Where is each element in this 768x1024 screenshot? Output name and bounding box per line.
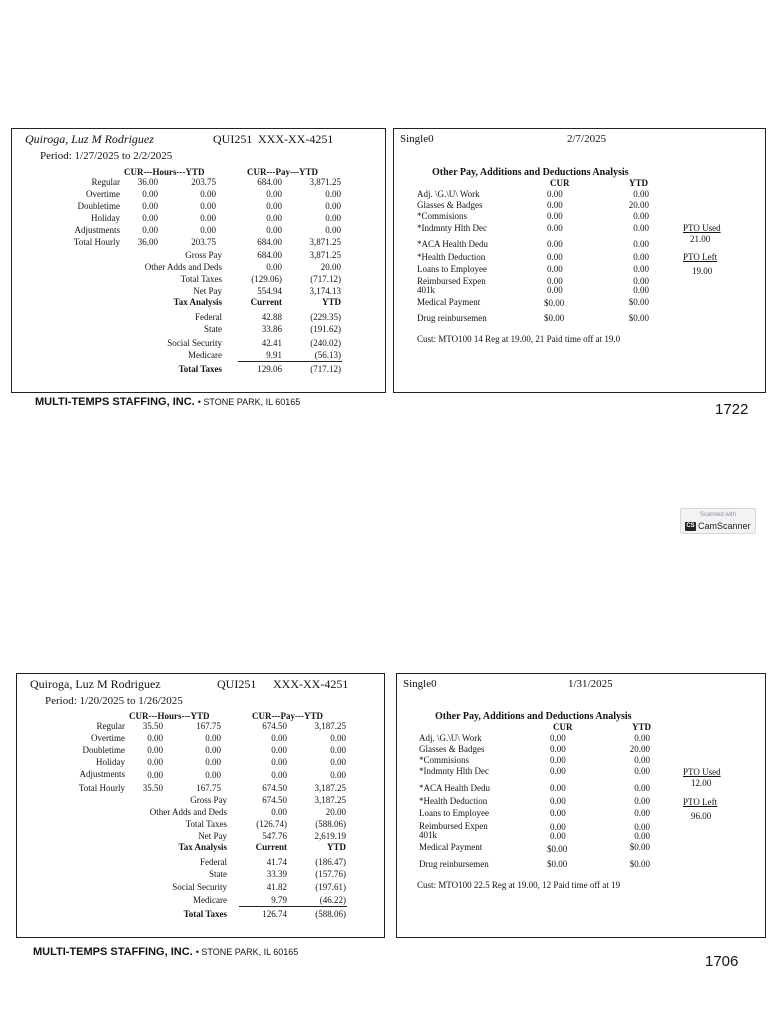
other-cur: 0.00 [547, 285, 563, 295]
tax-ytd: (46.22) [319, 895, 346, 905]
earnings-label: Total Hourly [73, 237, 120, 247]
other-ytd: 0.00 [634, 783, 650, 793]
other-label: 401k [417, 285, 435, 295]
ytd-hours: 167.75 [196, 783, 221, 793]
tax-ytd: (197.61) [315, 882, 346, 892]
other-label: *ACA Health Dedu [417, 239, 488, 249]
tax-ytd: (240.02) [310, 338, 341, 348]
cur-pay: 0.00 [271, 733, 287, 743]
employee-name: Quiroga, Luz M Rodriguez [25, 132, 154, 146]
cur-pay: 0.00 [271, 745, 287, 755]
summary-label: Gross Pay [185, 250, 222, 260]
summary-cur: 674.50 [262, 795, 287, 805]
earnings-label: Doubletime [82, 745, 125, 755]
cur-hours: 0.00 [147, 733, 163, 743]
other-cur: 0.00 [550, 733, 566, 743]
other-ytd: 0.00 [633, 285, 649, 295]
summary-cur: 684.00 [257, 250, 282, 260]
other-cur: 0.00 [547, 200, 563, 210]
other-cur: 0.00 [550, 808, 566, 818]
company-name: MULTI-TEMPS STAFFING, INC. [35, 396, 195, 408]
other-label: Glasses & Badges [419, 744, 485, 754]
cur-pay: 0.00 [266, 201, 282, 211]
summary-cur: (126.74) [256, 819, 287, 829]
earnings-label: Holiday [91, 213, 120, 223]
customer-note: Cust: MTO100 22.5 Reg at 19.00, 12 Paid time off at 19 [417, 880, 621, 890]
ytd-hours: 203.75 [191, 177, 216, 187]
other-ytd: 0.00 [633, 264, 649, 274]
summary-ytd: 3,187.25 [314, 795, 346, 805]
summary-ytd: 3,871.25 [309, 250, 341, 260]
tax-ytd: (191.62) [310, 324, 341, 334]
other-ytd: 0.00 [633, 276, 649, 286]
other-cur: 0.00 [550, 766, 566, 776]
camscanner-badge [680, 508, 756, 534]
cur-hours: 0.00 [142, 213, 158, 223]
check-date: 1/31/2025 [568, 678, 613, 690]
tax-label: Federal [195, 312, 222, 322]
pay-header: CUR---Pay---YTD [252, 711, 323, 721]
cur-hours: 0.00 [147, 757, 163, 767]
cur-hours: 0.00 [147, 770, 163, 780]
other-label: *Indmnty Hlth Dec [419, 766, 489, 776]
cur-pay: 0.00 [266, 225, 282, 235]
other-ytd: $0.00 [629, 842, 650, 852]
other-pay-panel [396, 673, 766, 938]
summary-ytd: 20.00 [320, 262, 341, 272]
other-label: Glasses & Badges [417, 200, 483, 210]
total-taxes-ytd: (588.06) [315, 909, 346, 919]
cur-pay: 0.00 [271, 770, 287, 780]
other-ytd: 20.00 [629, 744, 650, 754]
tax-cur-header: Current [255, 842, 287, 852]
summary-label: Total Taxes [185, 819, 227, 829]
customer-note: Cust: MTO100 14 Reg at 19.00, 21 Paid time off at 19.0 [417, 334, 621, 344]
other-cur: 0.00 [550, 831, 566, 841]
company-city: • STONE PARK, IL 60165 [197, 397, 301, 407]
tax-cur: 33.86 [261, 324, 282, 334]
other-label: Medical Payment [419, 842, 483, 852]
tax-label: Federal [200, 857, 227, 867]
cur-pay: 0.00 [271, 757, 287, 767]
other-label: Adj. \G.\U\ Work [419, 733, 482, 743]
ytd-pay: 0.00 [330, 733, 346, 743]
other-label: Medical Payment [417, 297, 481, 307]
other-ytd: 0.00 [634, 766, 650, 776]
other-cur: $0.00 [544, 313, 565, 323]
cur-hours: 0.00 [147, 745, 163, 755]
hours-header: CUR---Hours---YTD [124, 167, 205, 177]
tax-ytd-header: YTD [321, 297, 341, 307]
other-label: Loans to Employee [417, 264, 487, 274]
summary-ytd: (588.06) [315, 819, 346, 829]
other-ytd: $0.00 [628, 297, 649, 307]
ytd-hours: 0.00 [205, 745, 221, 755]
ytd-hours: 0.00 [200, 189, 216, 199]
other-cur: 0.00 [547, 211, 563, 221]
company-footer [35, 396, 300, 408]
other-label: Loans to Employee [419, 808, 489, 818]
cur-hours: 35.50 [142, 783, 163, 793]
other-cur-header: CUR [550, 178, 570, 188]
other-label: 401k [419, 830, 437, 840]
total-taxes-cur: 129.06 [257, 364, 282, 374]
tax-analysis-label: Tax Analysis [173, 297, 222, 307]
other-cur: $0.00 [547, 859, 568, 869]
ytd-hours: 0.00 [200, 213, 216, 223]
ytd-pay: 0.00 [325, 189, 341, 199]
summary-label: Net Pay [198, 831, 227, 841]
other-label: *Commisions [419, 755, 470, 765]
earnings-panel [11, 128, 386, 393]
other-cur: $0.00 [547, 844, 568, 854]
ytd-pay: 0.00 [325, 201, 341, 211]
tax-label: State [204, 324, 222, 334]
summary-cur: (129.06) [251, 274, 282, 284]
employee-ssn: XXX-XX-4251 [273, 677, 349, 691]
summary-label: Other Adds and Deds [149, 807, 227, 817]
pay-header: CUR---Pay---YTD [247, 167, 318, 177]
ytd-hours: 0.00 [205, 757, 221, 767]
other-cur: 0.00 [547, 276, 563, 286]
cur-pay: 674.50 [262, 721, 287, 731]
other-ytd: $0.00 [628, 313, 649, 323]
total-taxes-label: Total Taxes [183, 909, 227, 919]
filing-status: Single0 [400, 133, 434, 145]
other-cur: 0.00 [550, 796, 566, 806]
tax-cur: 9.91 [266, 350, 282, 360]
earnings-label: Overtime [91, 733, 125, 743]
earnings-label: Adjustments [74, 225, 120, 235]
summary-ytd: 2,619.19 [314, 831, 346, 841]
summary-label: Gross Pay [190, 795, 227, 805]
cur-pay: 684.00 [257, 237, 282, 247]
divider [239, 906, 347, 907]
ytd-hours: 0.00 [200, 225, 216, 235]
ytd-hours: 0.00 [200, 201, 216, 211]
other-cur: $0.00 [544, 298, 565, 308]
other-label: Drug reinbursemen [419, 859, 489, 869]
divider [238, 361, 342, 362]
ytd-hours: 167.75 [196, 721, 221, 731]
other-ytd: 0.00 [634, 796, 650, 806]
summary-ytd: 3,174.13 [309, 286, 341, 296]
other-ytd: 0.00 [633, 239, 649, 249]
employee-code: QUI251 [217, 677, 257, 691]
ytd-pay: 3,187.25 [314, 783, 346, 793]
tax-ytd: (56.13) [314, 350, 341, 360]
other-cur: 0.00 [550, 755, 566, 765]
other-ytd: 20.00 [628, 200, 649, 210]
other-cur: 0.00 [547, 223, 563, 233]
other-ytd: 0.00 [634, 822, 650, 832]
cur-hours: 36.00 [137, 237, 158, 247]
other-label: Reimbursed Expen [419, 821, 488, 831]
company-name: MULTI-TEMPS STAFFING, INC. [33, 946, 193, 958]
total-taxes-label: Total Taxes [178, 364, 222, 374]
filing-status: Single0 [403, 678, 437, 690]
pto-left-value: 96.00 [691, 811, 712, 821]
tax-cur: 9.79 [271, 895, 287, 905]
tax-label: Medicare [193, 895, 227, 905]
other-cur-header: CUR [553, 722, 573, 732]
summary-cur: 0.00 [271, 807, 287, 817]
pay-period: Period: 1/27/2025 to 2/2/2025 [40, 150, 173, 162]
other-label: Adj. \G.\U\ Work [417, 189, 480, 199]
pay-stub [0, 673, 768, 1018]
other-label: *Health Deduction [419, 796, 488, 806]
pto-used-value: 12.00 [691, 778, 712, 788]
scanned-with-caption: Scanned with [699, 512, 737, 518]
other-ytd: 0.00 [633, 189, 649, 199]
pto-left-label: PTO Left [683, 797, 718, 807]
earnings-label: Doubletime [77, 201, 120, 211]
cur-pay: 674.50 [262, 783, 287, 793]
summary-ytd: 20.00 [325, 807, 346, 817]
other-pay-title: Other Pay, Additions and Deductions Analysis [432, 167, 629, 178]
pay-stub [0, 128, 768, 473]
other-ytd: 0.00 [633, 211, 649, 221]
pto-left-label: PTO Left [683, 252, 718, 262]
other-cur: 0.00 [550, 822, 566, 832]
tax-cur: 42.41 [261, 338, 282, 348]
other-ytd: 0.00 [633, 252, 649, 262]
company-city: • STONE PARK, IL 60165 [195, 947, 299, 957]
tax-ytd-header: YTD [326, 842, 346, 852]
other-cur: 0.00 [550, 744, 566, 754]
cur-hours: 35.50 [142, 721, 163, 731]
other-cur: 0.00 [547, 239, 563, 249]
earnings-label: Regular [96, 721, 125, 731]
cur-hours: 0.00 [142, 189, 158, 199]
ytd-pay: 3,871.25 [309, 237, 341, 247]
other-pay-title: Other Pay, Additions and Deductions Analysis [435, 711, 632, 722]
tax-label: Social Security [167, 338, 222, 348]
tax-cur: 42.88 [261, 312, 282, 322]
page-number: 1722 [715, 401, 749, 418]
summary-cur: 0.00 [266, 262, 282, 272]
tax-label: Social Security [172, 882, 227, 892]
tax-cur-header: Current [250, 297, 282, 307]
other-ytd: 0.00 [634, 733, 650, 743]
summary-label: Net Pay [193, 286, 222, 296]
other-label: Drug reinbursemen [417, 313, 487, 323]
tax-cur: 41.74 [266, 857, 287, 867]
cur-hours: 36.00 [137, 177, 158, 187]
ytd-hours: 203.75 [191, 237, 216, 247]
other-ytd-header: YTD [632, 722, 652, 732]
tax-cur: 33.39 [266, 869, 287, 879]
total-taxes-cur: 126.74 [262, 909, 287, 919]
other-ytd: 0.00 [634, 755, 650, 765]
pay-period: Period: 1/20/2025 to 1/26/2025 [45, 695, 183, 707]
ytd-hours: 0.00 [205, 770, 221, 780]
tax-ytd: (157.76) [315, 869, 346, 879]
tax-cur: 41.82 [266, 882, 287, 892]
cur-pay: 0.00 [266, 189, 282, 199]
summary-label: Total Taxes [180, 274, 222, 284]
earnings-label: Total Hourly [78, 783, 125, 793]
check-date: 2/7/2025 [567, 133, 607, 145]
tax-label: State [209, 869, 227, 879]
ytd-hours: 0.00 [205, 733, 221, 743]
cur-hours: 0.00 [142, 201, 158, 211]
earnings-label: Adjustments [79, 769, 125, 779]
tax-label: Medicare [188, 350, 222, 360]
other-label: *ACA Health Dedu [419, 783, 490, 793]
ytd-pay: 3,187.25 [314, 721, 346, 731]
ytd-pay: 0.00 [330, 745, 346, 755]
ytd-pay: 3,871.25 [309, 177, 341, 187]
other-ytd: 0.00 [634, 831, 650, 841]
employee-ssn: XXX-XX-4251 [258, 132, 334, 146]
summary-label: Other Adds and Deds [144, 262, 222, 272]
employee-code: QUI251 [213, 132, 253, 146]
earnings-label: Regular [91, 177, 120, 187]
pto-left-value: 19.00 [692, 266, 713, 276]
other-cur: 0.00 [547, 252, 563, 262]
pto-used-label: PTO Used [683, 223, 721, 233]
cur-pay: 684.00 [257, 177, 282, 187]
tax-ytd: (186.47) [315, 857, 346, 867]
other-cur: 0.00 [550, 783, 566, 793]
tax-analysis-label: Tax Analysis [178, 842, 227, 852]
earnings-label: Overtime [86, 189, 120, 199]
other-ytd: 0.00 [634, 808, 650, 818]
summary-cur: 554.94 [257, 286, 282, 296]
other-label: *Indmnty Hlth Dec [417, 223, 487, 233]
ytd-pay: 0.00 [325, 225, 341, 235]
earnings-label: Holiday [96, 757, 125, 767]
cur-hours: 0.00 [142, 225, 158, 235]
tax-ytd: (229.35) [310, 312, 341, 322]
other-ytd-header: YTD [629, 178, 649, 188]
other-label: *Commisions [417, 211, 468, 221]
total-taxes-ytd: (717.12) [310, 364, 341, 374]
ytd-pay: 0.00 [330, 770, 346, 780]
company-footer [33, 946, 298, 958]
camscanner-logo-icon: CS [686, 523, 695, 529]
other-ytd: 0.00 [633, 223, 649, 233]
hours-header: CUR---Hours---YTD [129, 711, 210, 721]
camscanner-name: CamScanner [698, 521, 751, 531]
employee-name: Quiroga, Luz M Rodriguez [30, 677, 161, 691]
other-cur: 0.00 [547, 189, 563, 199]
ytd-pay: 0.00 [325, 213, 341, 223]
other-pay-panel [393, 128, 766, 393]
pto-used-label: PTO Used [683, 767, 721, 777]
summary-cur: 547.76 [262, 831, 287, 841]
ytd-pay: 0.00 [330, 757, 346, 767]
other-label: Reimbursed Expen [417, 276, 486, 286]
cur-pay: 0.00 [266, 213, 282, 223]
pto-used-value: 21.00 [690, 234, 711, 244]
summary-ytd: (717.12) [310, 274, 341, 284]
other-ytd: $0.00 [629, 859, 650, 869]
other-label: *Health Deduction [417, 252, 486, 262]
earnings-panel [16, 673, 385, 938]
other-cur: 0.00 [547, 264, 563, 274]
page-number: 1706 [705, 953, 739, 970]
